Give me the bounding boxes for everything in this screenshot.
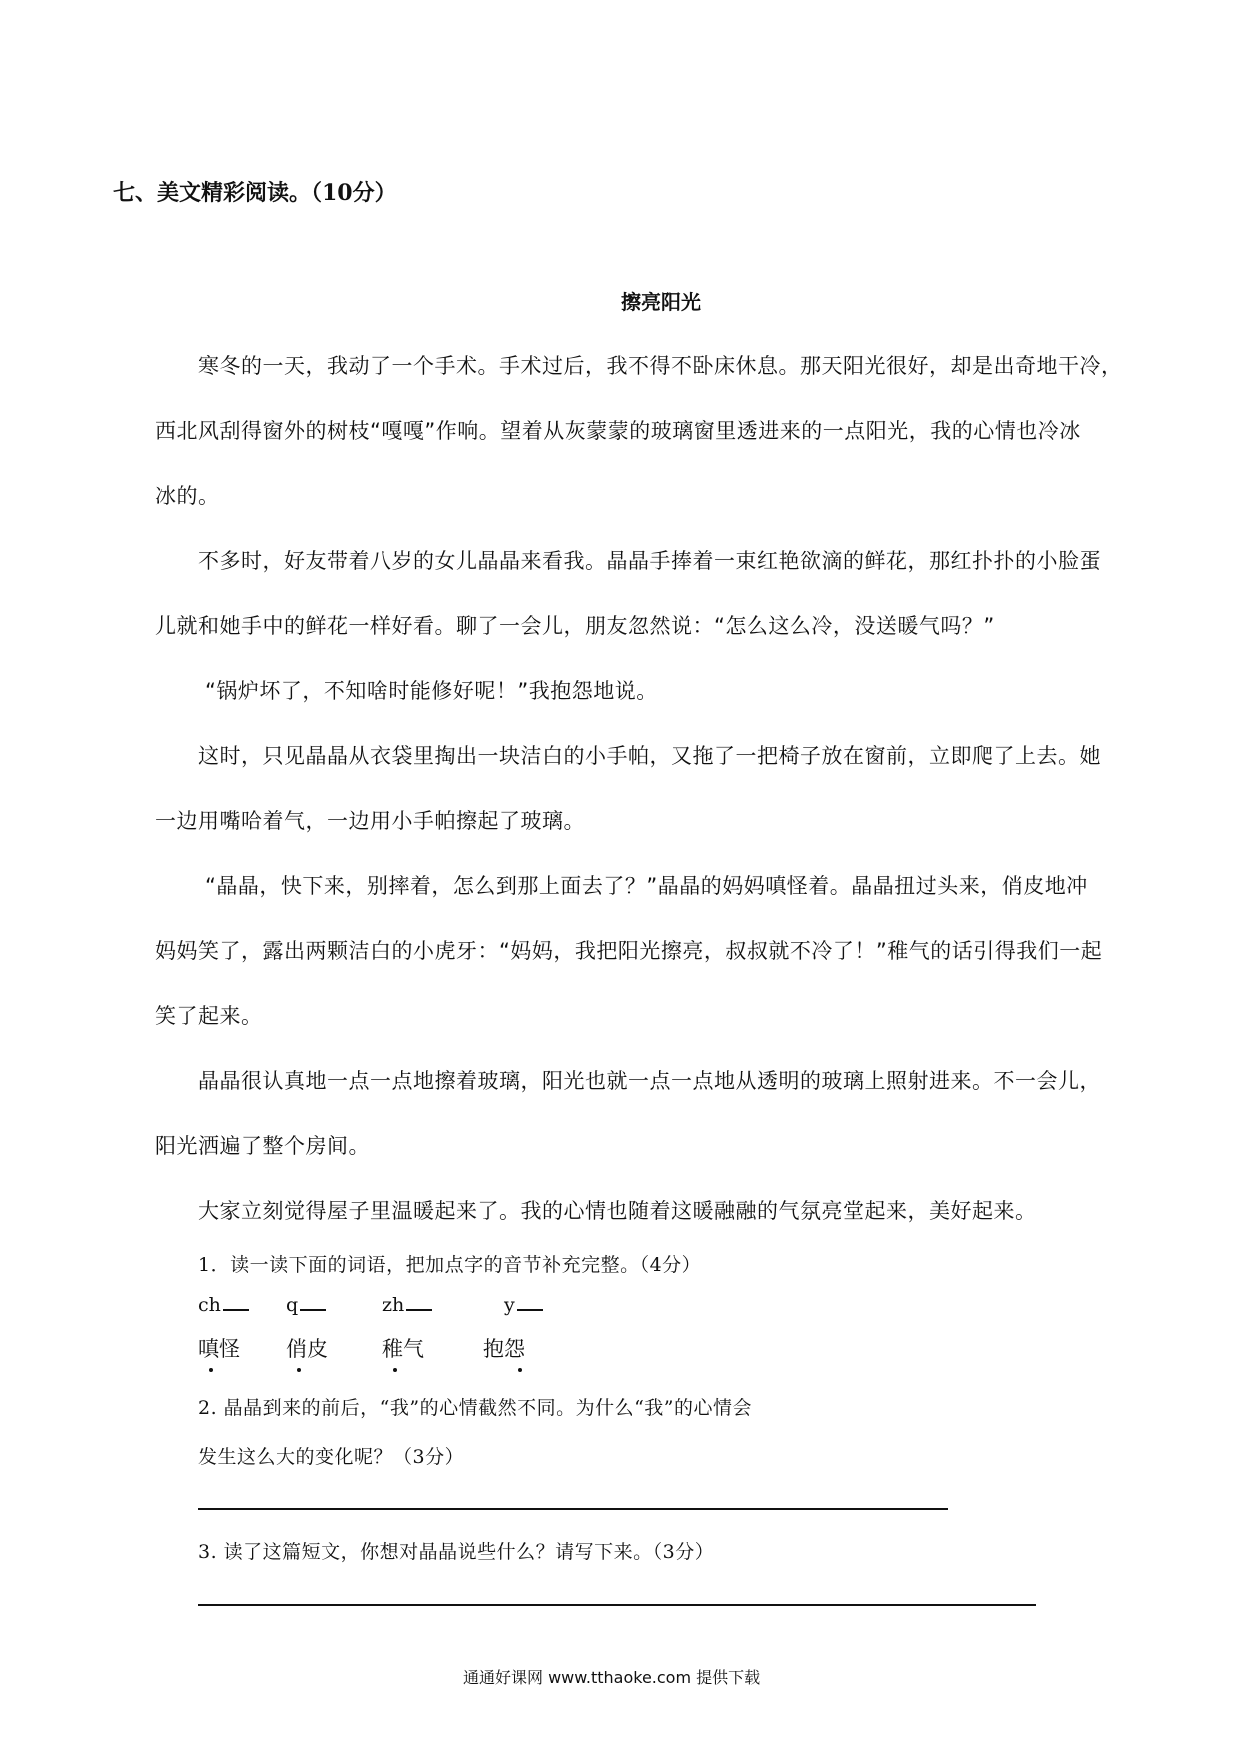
article-line: 不多时，好友带着八岁的女儿晶晶来看我。晶晶手捧着一束红艳欲滴的鲜花，那红扑扑的小脸蛋 — [198, 549, 1101, 573]
word: 俏皮 — [286, 1337, 328, 1361]
pinyin-blank[interactable] — [406, 1293, 432, 1311]
pinyin-blank[interactable] — [300, 1293, 326, 1311]
article-line: 寒冬的一天，我动了一个手术。手术过后，我不得不卧床休息。那天阳光很好，却是出奇地干冷， — [198, 354, 1123, 378]
question-3: 3. 读了这篇短文，你想对晶晶说些什么？请写下来。（3分） — [198, 1541, 715, 1563]
article-line: 笑了起来。 — [155, 1004, 263, 1028]
emphasis-dot — [518, 1368, 522, 1372]
emphasis-dot — [209, 1368, 213, 1372]
section-title: 七、美文精彩阅读。（10分） — [113, 180, 397, 206]
answer-line-3[interactable] — [198, 1604, 1036, 1606]
pinyin-blank[interactable] — [517, 1293, 543, 1311]
pinyin-initial: q — [286, 1294, 299, 1316]
article-line: 一边用嘴哈着气，一边用小手帕擦起了玻璃。 — [155, 809, 585, 833]
pinyin-item — [382, 1293, 432, 1316]
article-line: 冰的。 — [155, 484, 220, 508]
article-line: 儿就和她手中的鲜花一样好看。聊了一会儿，朋友忽然说：“怎么这么冷，没送暖气吗？” — [155, 614, 995, 638]
pinyin-item — [286, 1293, 326, 1316]
article-line: 大家立刻觉得屋子里温暖起来了。我的心情也随着这暖融融的气氛亮堂起来，美好起来。 — [198, 1199, 1037, 1223]
question-1: 1．读一读下面的词语，把加点字的音节补充完整。（4分） — [198, 1254, 702, 1276]
footer-credit: 通通好课网 www.tthaoke.com 提供下载 — [463, 1668, 761, 1687]
pinyin-item — [504, 1293, 543, 1316]
article-title: 擦亮阳光 — [621, 290, 701, 314]
article-line: 这时，只见晶晶从衣袋里掏出一块洁白的小手帕，又拖了一把椅子放在窗前，立即爬了上去。她 — [198, 744, 1101, 768]
article-line: “晶晶，快下来，别摔着，怎么到那上面去了？”晶晶的妈妈嗔怪着。晶晶扭过头来，俏皮地冲 — [205, 874, 1088, 898]
emphasis-dot — [393, 1368, 397, 1372]
pinyin-item — [198, 1293, 249, 1316]
article-line: 妈妈笑了，露出两颗洁白的小虎牙：“妈妈，我把阳光擦亮，叔叔就不冷了！”稚气的话引得我们一起 — [155, 939, 1103, 963]
word: 嗔怪 — [198, 1337, 240, 1361]
article-line: “锅炉坏了，不知啥时能修好呢！”我抱怨地说。 — [205, 679, 658, 703]
pinyin-initial: ch — [198, 1294, 221, 1316]
article-line: 阳光洒遍了整个房间。 — [155, 1134, 370, 1158]
question-2-line-1: 2. 晶晶到来的前后，“我”的心情截然不同。为什么“我”的心情会 — [198, 1397, 753, 1419]
answer-line-2[interactable] — [198, 1508, 948, 1510]
word: 稚气 — [382, 1337, 424, 1361]
pinyin-initial: zh — [382, 1294, 405, 1316]
article-line: 西北风刮得窗外的树枝“嘎嘎”作响。望着从灰蒙蒙的玻璃窗里透进来的一点阳光，我的心情也冷冰 — [155, 419, 1081, 443]
pinyin-blank[interactable] — [223, 1293, 249, 1311]
word: 抱怨 — [483, 1337, 525, 1361]
article-line: 晶晶很认真地一点一点地擦着玻璃，阳光也就一点一点地从透明的玻璃上照射进来。不一会儿， — [198, 1069, 1101, 1093]
pinyin-initial: y — [504, 1294, 515, 1316]
emphasis-dot — [297, 1368, 301, 1372]
question-2-line-2: 发生这么大的变化呢？（3分） — [198, 1446, 465, 1468]
